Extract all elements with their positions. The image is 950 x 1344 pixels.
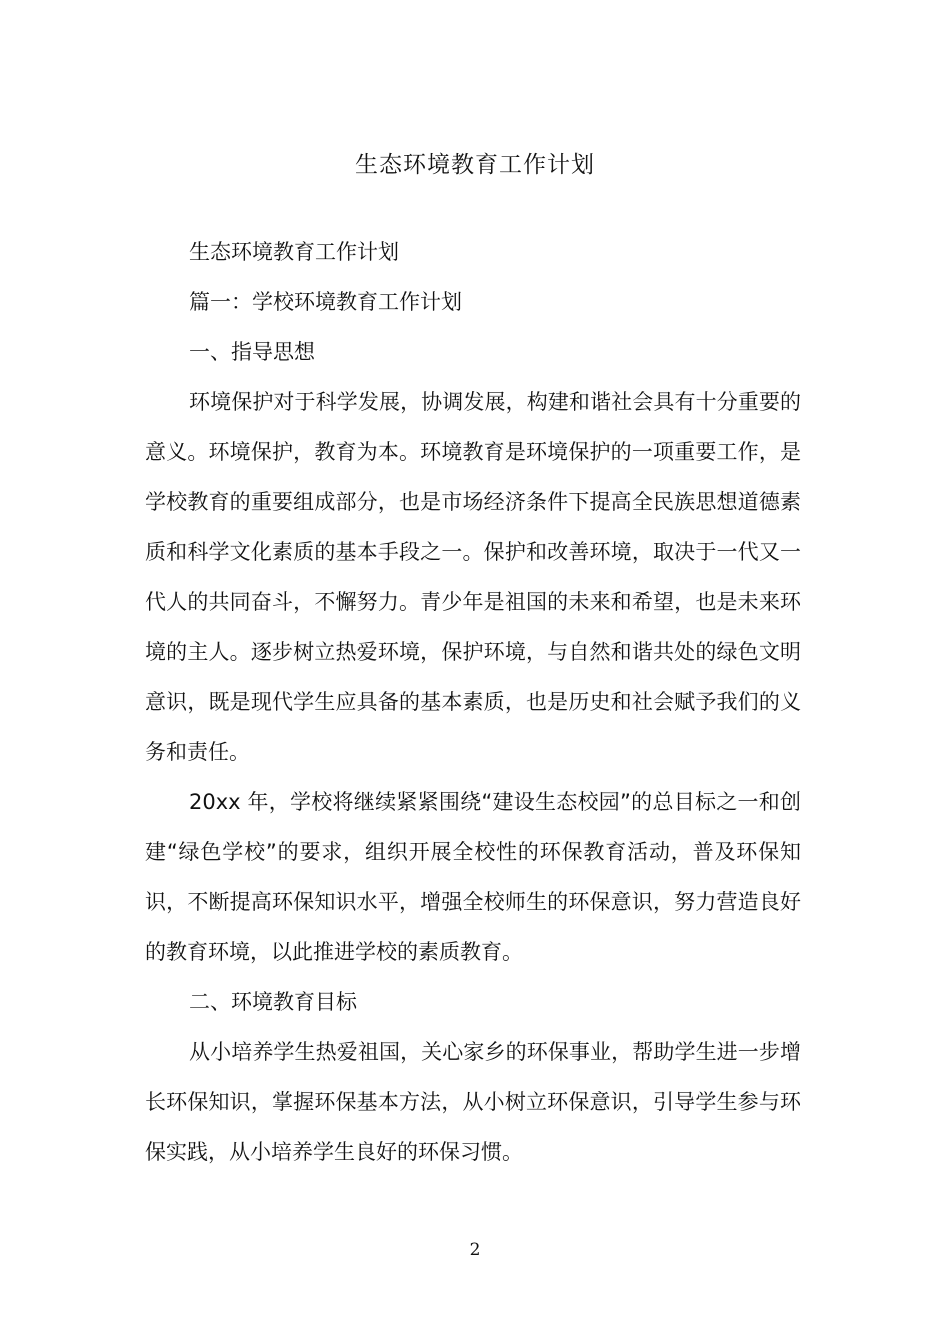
body-paragraph: 20xx 年，学校将继续紧紧围绕“建设生态校园”的总目标之一和创建“绿色学校”的要求，组织开展全校性的环保教育活动，普及环保知识，不断提高环保知识水平，增强全校师生的环保意识，努力营造良好的教育环境，以此推进学校的素质教育。	[145, 790, 801, 964]
document-body	[145, 227, 801, 1177]
section-heading-part-one: 篇一：学校环境教育工作计划	[189, 290, 462, 314]
body-paragraph: 环境保护对于科学发展，协调发展，构建和谐社会具有十分重要的意义。环境保护，教育为本。环境教育是环境保护的一项重要工作，是学校教育的重要组成部分，也是市场经济条件下提高全民族思想道德素质和科学文化素质的基本手段之一。保护和改善环境，取决于一代又一代人的共同奋斗，不懈努力。青少年是祖国的未来和希望，也是未来环境的主人。逐步树立热爱环境，保护环境，与自然和谐共处的绿色文明意识，既是现代学生应具备的基本素质，也是历史和社会赋予我们的义务和责任。	[145, 390, 801, 764]
section-heading-guiding-ideology: 一、指导思想	[189, 340, 315, 364]
body-paragraph: 从小培养学生热爱祖国，关心家乡的环保事业，帮助学生进一步增长环保知识，掌握环保基本方法，从小树立环保意识，引导学生参与环保实践，从小培养学生良好的环保习惯。	[145, 1040, 801, 1164]
document-title: 生态环境教育工作计划	[355, 152, 595, 178]
page-number: 2	[469, 1240, 481, 1260]
body-paragraph-subtitle: 生态环境教育工作计划	[189, 240, 399, 264]
section-heading-education-goals: 二、环境教育目标	[189, 990, 357, 1014]
